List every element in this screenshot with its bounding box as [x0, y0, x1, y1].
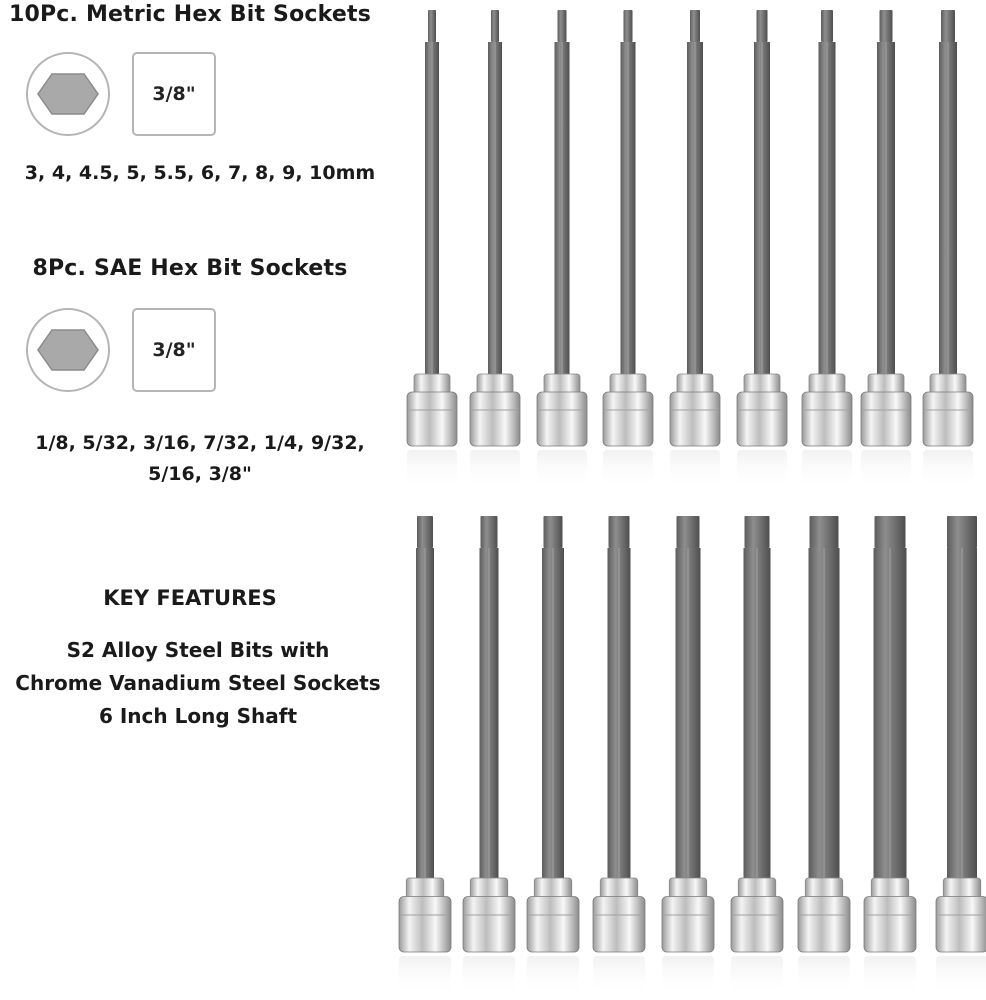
hex-bit-socket — [864, 516, 916, 996]
hex-bit-socket — [662, 516, 714, 996]
key-features-list — [0, 634, 396, 733]
sae-sizes-line-1: 1/8, 5/32, 3/16, 7/32, 1/4, 9/32, — [35, 432, 365, 454]
info-panel — [0, 0, 400, 1000]
feature-item: 6 Inch Long Shaft — [98, 704, 298, 728]
square-drive-icon — [132, 308, 216, 392]
sae-heading: 8Pc. SAE Hex Bit Sockets — [32, 256, 348, 281]
hex-bit-socket — [802, 10, 852, 490]
sae-sizes — [0, 428, 400, 490]
metric-heading: 10Pc. Metric Hex Bit Sockets — [8, 2, 372, 27]
feature-item: S2 Alloy Steel Bits with — [66, 638, 330, 662]
hex-bit-socket — [737, 10, 787, 490]
product-photo — [396, 0, 986, 1000]
sae-drive-label: 3/8" — [152, 339, 196, 361]
hex-bit-socket — [936, 516, 986, 996]
feature-item: Chrome Vanadium Steel Sockets — [15, 671, 381, 695]
metric-sizes: 3, 4, 4.5, 5, 5.5, 6, 7, 8, 9, 10mm — [24, 162, 376, 184]
key-features-title: KEY FEATURES — [103, 586, 277, 610]
hex-bit-socket — [603, 10, 653, 490]
hex-bit-socket — [407, 10, 457, 490]
hex-bit-socket — [537, 10, 587, 490]
metric-drive-label: 3/8" — [152, 83, 196, 105]
hex-bit-socket — [593, 516, 645, 996]
hex-icon — [26, 52, 110, 136]
hex-bit-socket — [527, 516, 579, 996]
hex-bit-socket — [731, 516, 783, 996]
hex-bit-socket — [798, 516, 850, 996]
square-drive-icon — [132, 52, 216, 136]
hex-bit-socket — [470, 10, 520, 490]
hex-bit-socket — [861, 10, 911, 490]
hex-bit-socket — [463, 516, 515, 996]
hex-bit-socket — [399, 516, 451, 996]
sae-sizes-line-2: 5/16, 3/8" — [148, 463, 252, 485]
hex-bit-socket — [923, 10, 973, 490]
hex-bit-socket — [670, 10, 720, 490]
hex-icon — [26, 308, 110, 392]
hex-bit-sockets-image — [396, 0, 986, 1000]
